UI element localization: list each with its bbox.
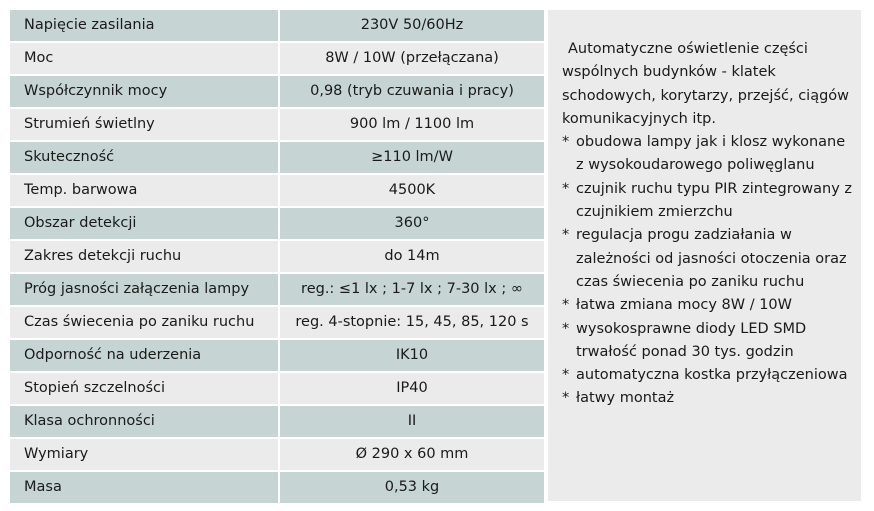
bullet-marker: * [562, 367, 570, 384]
spec-label: Próg jasności załączenia lampy [9, 273, 279, 306]
spec-label: Czas świecenia po zaniku ruchu [9, 306, 279, 339]
bullet-marker: * [562, 297, 570, 314]
spec-table [8, 8, 546, 505]
feature-text: łatwy montaż [576, 390, 675, 407]
spec-label: Współczynnik mocy [9, 75, 279, 108]
bullet-marker: * [562, 227, 570, 244]
spec-label: Strumień świetlny [9, 108, 279, 141]
spec-value: reg.: ≤1 lx ; 1-7 lx ; 7-30 lx ; ∞ [279, 273, 545, 306]
spec-row [9, 108, 545, 141]
spec-value: 360° [279, 207, 545, 240]
spec-value: II [279, 405, 545, 438]
feature-item [562, 318, 853, 365]
spec-value: 0,53 kg [279, 471, 545, 504]
spec-row [9, 9, 545, 42]
spec-value: do 14m [279, 240, 545, 273]
spec-label: Napięcie zasilania [9, 9, 279, 42]
bullet-marker: * [562, 320, 570, 337]
description-panel [548, 10, 861, 501]
spec-value: reg. 4-stopnie: 15, 45, 85, 120 s [279, 306, 545, 339]
spec-value: ≥110 lm/W [279, 141, 545, 174]
spec-row [9, 75, 545, 108]
spec-row [9, 471, 545, 504]
spec-row [9, 372, 545, 405]
spec-label: Odporność na uderzenia [9, 339, 279, 372]
spec-row [9, 141, 545, 174]
spec-label: Stopień szczelności [9, 372, 279, 405]
spec-row [9, 339, 545, 372]
feature-list [562, 131, 853, 411]
feature-text: łatwa zmiana mocy 8W / 10W [576, 297, 792, 314]
spec-label: Skuteczność [9, 141, 279, 174]
spec-label: Zakres detekcji ruchu [9, 240, 279, 273]
spec-value: IK10 [279, 339, 545, 372]
spec-label: Klasa ochronności [9, 405, 279, 438]
spec-value: 900 lm / 1100 lm [279, 108, 545, 141]
feature-text: regulacja progu zadziałania w zależności od jasności otoczenia oraz czas świecenia po zaniku ruchu [576, 227, 847, 290]
feature-text: czujnik ruchu typu PIR zintegrowany z czujnikiem zmierzchu [576, 180, 853, 221]
spec-value: 0,98 (tryb czuwania i pracy) [279, 75, 545, 108]
spec-row [9, 405, 545, 438]
spec-row [9, 273, 545, 306]
feature-text: obudowa lampy jak i klosz wykonane z wysokoudarowego poliwęglanu [576, 134, 846, 174]
spec-label: Temp. barwowa [9, 174, 279, 207]
feature-text: wysokosprawne diody LED SMD trwałość ponad 30 tys. godzin [576, 320, 807, 360]
feature-text: automatyczna kostka przyłączeniowa [576, 367, 848, 384]
spec-value: IP40 [279, 372, 545, 405]
feature-item [562, 131, 853, 178]
spec-row [9, 306, 545, 339]
bullet-marker: * [562, 180, 570, 197]
spec-row [9, 207, 545, 240]
spec-label: Wymiary [9, 438, 279, 471]
feature-item [562, 178, 853, 225]
feature-item [562, 387, 853, 410]
spec-label: Obszar detekcji [9, 207, 279, 240]
bullet-marker: * [562, 134, 570, 151]
spec-value: 230V 50/60Hz [279, 9, 545, 42]
spec-value: Ø 290 x 60 mm [279, 438, 545, 471]
spec-row [9, 174, 545, 207]
spec-label: Moc [9, 42, 279, 75]
spec-row [9, 438, 545, 471]
spec-value: 8W / 10W (przełączana) [279, 42, 545, 75]
feature-item [562, 364, 853, 387]
feature-item [562, 224, 853, 294]
description-intro: Automatyczne oświetlenie części wspólnych budynków - klatek schodowych, korytarzy, przejść, ciągów komunikacyjnych itp. [562, 41, 850, 127]
spec-row [9, 240, 545, 273]
feature-item [562, 294, 853, 317]
spec-label: Masa [9, 471, 279, 504]
spec-row [9, 42, 545, 75]
spec-value: 4500K [279, 174, 545, 207]
spec-table-body [9, 9, 545, 504]
bullet-marker: * [562, 390, 570, 407]
